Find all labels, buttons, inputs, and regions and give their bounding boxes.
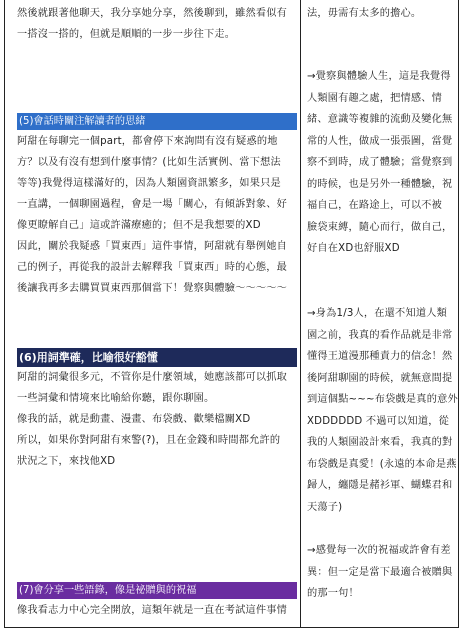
text-line: 阿甜的詞彙很多元，不管你是什麼領域，她應該都可以抓取: [17, 372, 288, 383]
section-7-heading: (7)會分享一些語錄，像是祕贈與的祝福: [17, 582, 297, 599]
text-line: 方？以及有沒有想到什麼事情？(比如生活實例、當下想法: [17, 157, 281, 168]
section-5-body: [17, 131, 297, 299]
right-paragraph-3: [307, 540, 459, 605]
text-line: 天蕩子): [307, 501, 343, 513]
two-column-table: [4, 0, 459, 628]
text-line: 布袋戲是真愛！(永遠的本命是燕: [307, 458, 457, 470]
text-line: 的那一句！: [307, 588, 359, 599]
text-line: 的時候，也是另外一種體驗，祝: [307, 178, 453, 190]
text-line: 到這個點~~~布袋戲是真的意外: [307, 394, 458, 405]
text-line: 阿甜在每聊完一個part，都會停下來詢問有沒有疑惑的地: [17, 136, 278, 147]
column-divider: [300, 0, 301, 628]
section-5-heading: (5)會話時關注解讀者的思緒: [17, 113, 297, 130]
section-6-body: [17, 367, 297, 472]
text-line: 異：但一定是當下最適合被贈與: [307, 566, 453, 578]
text-line: 法，毋需有太多的擔心。: [307, 8, 422, 19]
text-line: 我的人類園設計來看，我真的對: [307, 437, 453, 448]
text-line: →覺察與體驗人生，這是我覺得: [307, 71, 451, 82]
text-line: 福自己，在路途上，可以不被: [307, 200, 443, 211]
text-line: 所以，如果你對阿甜有來警(?)，且在金錢和時間都允許的: [17, 435, 281, 446]
text-line: 常的人性，做成一張張圖，當覺: [307, 135, 453, 147]
right-paragraph-2: [307, 303, 459, 518]
text-line: 懂得王道漫那種責力的信念！然: [307, 351, 453, 362]
text-line: 察不到時，成了體驗；當覺察到: [307, 157, 453, 168]
text-line: 後讓我再多去購買買東西那個當下！覺察與體驗～～～～～: [17, 283, 288, 294]
text-line: XDDDDDD 不過可以知道，從: [307, 415, 449, 427]
text-line: 狀況之下，來找他XD: [17, 456, 116, 467]
text-line: 一些詞彙和情境來比喻給你聽，跟你聊園。: [17, 393, 215, 404]
text-line: 因此，關於我疑惑「買東西」這件事情，阿甜就有舉例她自: [17, 241, 288, 252]
text-line: 歸人，纏隱是赭衫軍、蝴蝶君和: [307, 480, 453, 491]
section-6-heading: (6)用詞準確，比喻很好豁懂: [17, 348, 297, 367]
right-paragraph-1: [307, 66, 459, 260]
text-line: 然後就跟著他聊天，我分享她分享，然後聊到，雖然看似有: [17, 8, 288, 19]
text-line: 一直講，一個聊園過程，會是一場「關心，有傾訴對象、好: [17, 199, 288, 210]
text-line: →感覺每一次的祝福或許會有差: [307, 545, 451, 556]
section-7-body: [17, 600, 297, 621]
text-line: 園之前，我真的看作品就是非常: [307, 329, 453, 341]
text-line: 緒、意識等複雜的流動及變化無: [307, 114, 453, 125]
text-line: 好自在XD也舒服XD: [307, 243, 400, 254]
text-line: 等等)我覺得這樣滿好的，因為人類園資訊繁多，如果只是: [17, 178, 281, 189]
text-line: 像我看志力中心完全開放，這類年就是一直在考試這件事情: [17, 605, 288, 616]
text-line: 像我的話，就是動畫、漫畫、布袋戲、歡樂檔關XD: [17, 414, 251, 425]
text-line: 後阿甜聊園的時候，就無意間提: [307, 372, 453, 384]
text-line: 人類園有趣之處，把情感、情: [307, 92, 443, 104]
right-top-paragraph: [307, 3, 459, 25]
text-line: 己的例子，再從我的設計去解釋我「買東西」時的心態，最: [17, 262, 288, 273]
left-top-paragraph: [17, 3, 297, 45]
text-line: 一搭沒一搭的，但就是順順的一步一步往下走。: [17, 29, 236, 40]
text-line: →身為1/3人，在還不知道人類: [307, 308, 447, 319]
text-line: 像更瞭解自己」這或許滿療癒的；但不是我想要的XD: [17, 220, 261, 231]
text-line: 臉袋束縛，隨心而行，做自己，: [307, 221, 453, 233]
